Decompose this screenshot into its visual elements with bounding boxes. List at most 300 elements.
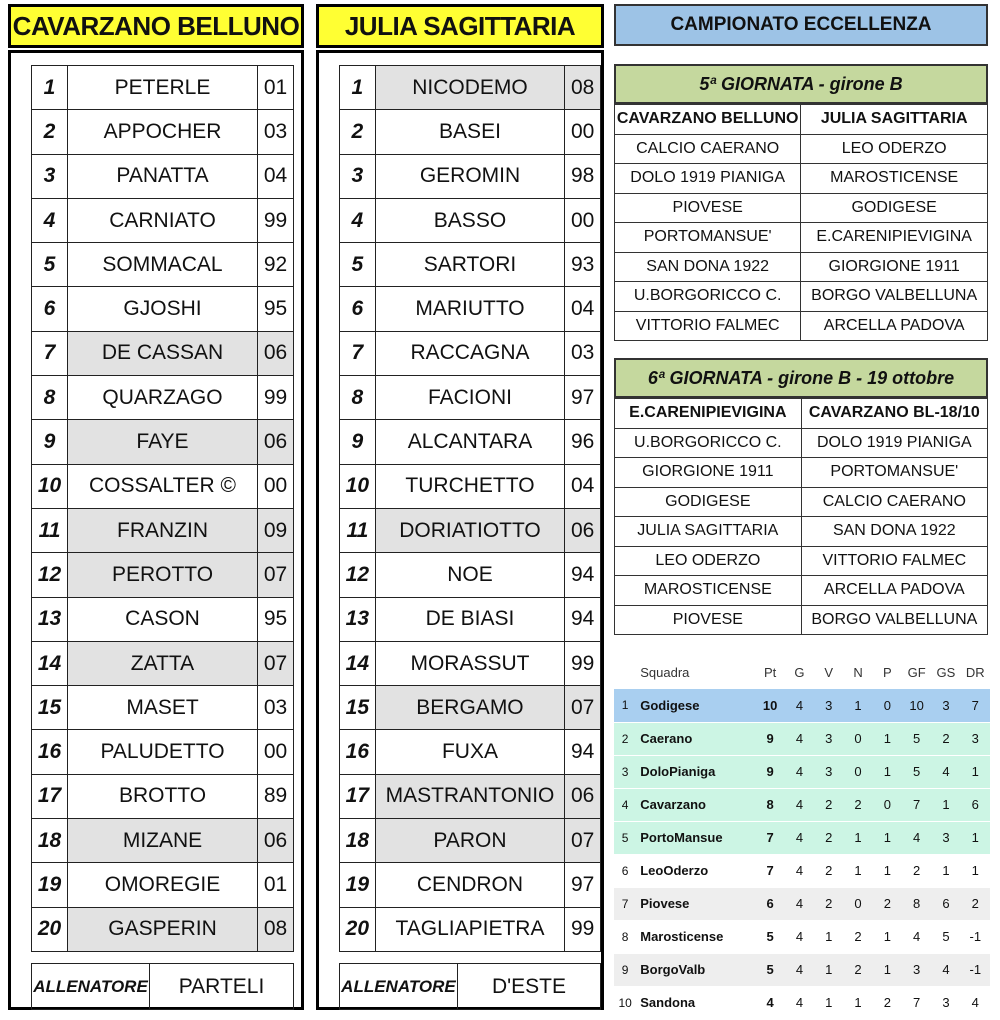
standings-p: 1 — [873, 953, 902, 986]
player-birth-year: 07 — [565, 819, 601, 863]
player-number: 4 — [32, 198, 68, 242]
fixture-home: DOLO 1919 PIANIGA — [615, 164, 801, 194]
player-birth-year: 04 — [565, 287, 601, 331]
player-birth-year: 00 — [565, 198, 601, 242]
player-number: 19 — [340, 863, 376, 907]
standings-header-cell: GF — [907, 665, 926, 680]
player-number: 9 — [340, 420, 376, 464]
fixture-away: JULIA SAGITTARIA — [801, 105, 988, 135]
right-team-coach — [339, 963, 601, 1010]
fixture-home: LEO ODERZO — [615, 546, 802, 576]
fixture-away: VITTORIO FALMEC — [801, 546, 987, 576]
fixture-home: SAN DONA 1922 — [615, 252, 801, 282]
fixture-away: E.CARENIPIEVIGINA — [801, 223, 988, 253]
player-name: OMOREGIE — [68, 863, 258, 907]
standings-n: 1 — [843, 854, 872, 887]
player-name: FUXA — [375, 730, 565, 774]
player-birth-year: 99 — [258, 376, 294, 420]
player-row — [32, 597, 294, 641]
fixture-row — [615, 546, 988, 576]
player-name: MARIUTTO — [375, 287, 565, 331]
standings-position: 1 — [614, 689, 636, 722]
player-row — [32, 198, 294, 242]
fixture-away: GIORGIONE 1911 — [801, 252, 988, 282]
standings-position: 10 — [614, 986, 636, 1019]
coach-name: PARTELI — [150, 964, 294, 1010]
player-name: BROTTO — [68, 774, 258, 818]
player-row — [340, 774, 601, 818]
fixture-row — [615, 517, 988, 547]
player-row — [32, 376, 294, 420]
player-row — [340, 420, 601, 464]
fixture-home: CAVARZANO BELLUNO — [615, 105, 801, 135]
standings-dr: 6 — [961, 788, 990, 821]
player-birth-year: 06 — [258, 819, 294, 863]
fixture-row — [615, 193, 988, 223]
player-number: 13 — [340, 597, 376, 641]
player-name: MASET — [68, 686, 258, 730]
standings-position: 8 — [614, 920, 636, 953]
round5-fixtures — [614, 104, 988, 341]
right-team-roster — [339, 65, 601, 952]
player-number: 14 — [340, 641, 376, 685]
standings-p: 1 — [873, 821, 902, 854]
player-number: 20 — [340, 907, 376, 951]
standings-v: 3 — [814, 755, 843, 788]
standings-gs: 4 — [931, 953, 960, 986]
standings-p: 2 — [873, 887, 902, 920]
fixture-away: LEO ODERZO — [801, 134, 988, 164]
standings-team: Marosticense — [636, 920, 755, 953]
left-team-title: CAVARZANO BELLUNO — [8, 4, 304, 48]
player-number: 9 — [32, 420, 68, 464]
player-number: 5 — [340, 243, 376, 287]
standings-team: Piovese — [636, 887, 755, 920]
player-name: BASSO — [375, 198, 565, 242]
standings-dr: 1 — [961, 821, 990, 854]
standings-row — [614, 722, 990, 755]
fixture-home: PIOVESE — [615, 605, 802, 635]
player-birth-year: 06 — [258, 420, 294, 464]
player-birth-year: 99 — [258, 198, 294, 242]
player-birth-year: 01 — [258, 66, 294, 110]
standings-gs: 6 — [931, 887, 960, 920]
player-birth-year: 08 — [565, 66, 601, 110]
standings-n: 0 — [843, 887, 872, 920]
standings-header-cell: G — [794, 665, 805, 680]
standings-dr: 1 — [961, 854, 990, 887]
player-row — [340, 863, 601, 907]
standings-position: 5 — [614, 821, 636, 854]
fixture-row — [615, 487, 988, 517]
player-number: 2 — [32, 110, 68, 154]
standings-row — [614, 788, 990, 821]
standings-position: 7 — [614, 887, 636, 920]
player-number: 17 — [340, 774, 376, 818]
standings-pt: 5 — [756, 953, 785, 986]
fixture-home: JULIA SAGITTARIA — [615, 517, 802, 547]
fixture-row — [615, 252, 988, 282]
player-number: 1 — [32, 66, 68, 110]
fixture-home: CALCIO CAERANO — [615, 134, 801, 164]
fixture-home: PORTOMANSUE' — [615, 223, 801, 253]
fixture-row — [615, 399, 988, 429]
standings-gs: 2 — [931, 722, 960, 755]
standings-row — [614, 887, 990, 920]
player-number: 19 — [32, 863, 68, 907]
player-number: 8 — [340, 376, 376, 420]
player-birth-year: 03 — [258, 110, 294, 154]
standings-pt: 9 — [756, 755, 785, 788]
fixture-row — [615, 223, 988, 253]
standings-pt: 7 — [756, 821, 785, 854]
left-team-coach — [31, 963, 294, 1010]
standings-dr: 1 — [961, 755, 990, 788]
player-number: 15 — [340, 686, 376, 730]
player-birth-year: 99 — [565, 907, 601, 951]
player-name: NOE — [375, 553, 565, 597]
right-team-panel — [316, 50, 604, 1010]
fixture-row — [615, 311, 988, 341]
standings-pt: 4 — [756, 986, 785, 1019]
player-name: FRANZIN — [68, 508, 258, 552]
standings-row — [614, 920, 990, 953]
player-number: 5 — [32, 243, 68, 287]
standings-n: 1 — [843, 821, 872, 854]
standings-v: 1 — [814, 953, 843, 986]
fixture-home: GIORGIONE 1911 — [615, 458, 802, 488]
player-name: GEROMIN — [375, 154, 565, 198]
player-row — [32, 66, 294, 110]
standings-pt: 7 — [756, 854, 785, 887]
player-name: ALCANTARA — [375, 420, 565, 464]
standings-gf: 4 — [902, 920, 931, 953]
player-birth-year: 07 — [258, 553, 294, 597]
player-number: 4 — [340, 198, 376, 242]
player-birth-year: 97 — [565, 376, 601, 420]
fixture-row — [615, 605, 988, 635]
fixture-away: CAVARZANO BL-18/10 — [801, 399, 987, 429]
fixture-row — [615, 458, 988, 488]
round6-title: 6ª GIORNATA - girone B - 19 ottobre — [614, 358, 988, 398]
player-name: MASTRANTONIO — [375, 774, 565, 818]
player-row — [32, 553, 294, 597]
fixture-home: GODIGESE — [615, 487, 802, 517]
player-name: NICODEMO — [375, 66, 565, 110]
standings-v: 1 — [814, 986, 843, 1019]
standings-dr: 3 — [961, 722, 990, 755]
player-name: DE BIASI — [375, 597, 565, 641]
player-birth-year: 98 — [565, 154, 601, 198]
fixture-row — [615, 282, 988, 312]
player-number: 14 — [32, 641, 68, 685]
player-birth-year: 06 — [565, 774, 601, 818]
player-birth-year: 94 — [565, 597, 601, 641]
standings-g: 4 — [785, 722, 814, 755]
standings-team: Sandona — [636, 986, 755, 1019]
player-birth-year: 01 — [258, 863, 294, 907]
player-birth-year: 89 — [258, 774, 294, 818]
player-row — [340, 907, 601, 951]
standings-header-cell: Squadra — [640, 665, 690, 680]
player-row — [32, 243, 294, 287]
player-row — [32, 331, 294, 375]
player-number: 8 — [32, 376, 68, 420]
standings-n: 1 — [843, 689, 872, 722]
player-birth-year: 07 — [565, 686, 601, 730]
fixture-away: DOLO 1919 PIANIGA — [801, 428, 987, 458]
player-name: PARON — [375, 819, 565, 863]
player-name: SOMMACAL — [68, 243, 258, 287]
standings-g: 4 — [785, 689, 814, 722]
player-row — [32, 154, 294, 198]
player-birth-year: 92 — [258, 243, 294, 287]
round5-title: 5ª GIORNATA - girone B — [614, 64, 988, 104]
standings-pt: 10 — [756, 689, 785, 722]
standings-gs: 4 — [931, 755, 960, 788]
player-birth-year: 94 — [565, 730, 601, 774]
standings-dr: 7 — [961, 689, 990, 722]
standings-gf: 5 — [902, 755, 931, 788]
player-number: 10 — [340, 464, 376, 508]
standings-gf: 10 — [902, 689, 931, 722]
championship-title: CAMPIONATO ECCELLENZA — [614, 4, 988, 46]
fixture-home: U.BORGORICCO C. — [615, 282, 801, 312]
standings-g: 4 — [785, 953, 814, 986]
fixture-away: SAN DONA 1922 — [801, 517, 987, 547]
player-birth-year: 00 — [565, 110, 601, 154]
player-number: 7 — [32, 331, 68, 375]
standings-gs: 3 — [931, 986, 960, 1019]
standings-v: 1 — [814, 920, 843, 953]
player-number: 6 — [340, 287, 376, 331]
standings-gs: 3 — [931, 689, 960, 722]
player-row — [32, 730, 294, 774]
standings-v: 3 — [814, 689, 843, 722]
player-number: 7 — [340, 331, 376, 375]
player-birth-year: 94 — [565, 553, 601, 597]
standings-gf: 2 — [902, 854, 931, 887]
player-row — [340, 331, 601, 375]
player-birth-year: 97 — [565, 863, 601, 907]
player-row — [32, 508, 294, 552]
fixture-away: BORGO VALBELLUNA — [801, 605, 987, 635]
standings-dr: -1 — [961, 953, 990, 986]
player-number: 20 — [32, 907, 68, 951]
standings-dr: -1 — [961, 920, 990, 953]
standings-pt: 9 — [756, 722, 785, 755]
standings-position: 6 — [614, 854, 636, 887]
standings-position: 4 — [614, 788, 636, 821]
fixture-row — [615, 164, 988, 194]
standings-gf: 3 — [902, 953, 931, 986]
player-row — [32, 287, 294, 331]
standings-gf: 7 — [902, 788, 931, 821]
player-number: 10 — [32, 464, 68, 508]
standings-gs: 1 — [931, 854, 960, 887]
fixture-home: MAROSTICENSE — [615, 576, 802, 606]
standings-team: Godigese — [636, 689, 755, 722]
player-name: TAGLIAPIETRA — [375, 907, 565, 951]
player-name: COSSALTER © — [68, 464, 258, 508]
player-number: 16 — [32, 730, 68, 774]
player-row — [340, 110, 601, 154]
standings-team: LeoOderzo — [636, 854, 755, 887]
fixture-away: BORGO VALBELLUNA — [801, 282, 988, 312]
standings-gf: 5 — [902, 722, 931, 755]
fixture-away: ARCELLA PADOVA — [801, 311, 988, 341]
player-name: DORIATIOTTO — [375, 508, 565, 552]
left-team-panel — [8, 50, 304, 1010]
fixture-home: PIOVESE — [615, 193, 801, 223]
player-row — [340, 243, 601, 287]
player-number: 16 — [340, 730, 376, 774]
standings-gs: 3 — [931, 821, 960, 854]
player-name: BASEI — [375, 110, 565, 154]
player-name: CENDRON — [375, 863, 565, 907]
player-birth-year: 04 — [258, 154, 294, 198]
player-number: 17 — [32, 774, 68, 818]
player-number: 12 — [340, 553, 376, 597]
standings-header-cell: GS — [936, 665, 956, 680]
player-number: 12 — [32, 553, 68, 597]
fixture-away: MAROSTICENSE — [801, 164, 988, 194]
standings-row — [614, 821, 990, 854]
standings-g: 4 — [785, 854, 814, 887]
standings-team: BorgoValb — [636, 953, 755, 986]
player-row — [340, 819, 601, 863]
player-name: TURCHETTO — [375, 464, 565, 508]
standings-v: 2 — [814, 854, 843, 887]
standings-n: 1 — [843, 986, 872, 1019]
player-birth-year: 06 — [258, 331, 294, 375]
player-birth-year: 95 — [258, 287, 294, 331]
player-row — [340, 154, 601, 198]
standings-gs: 1 — [931, 788, 960, 821]
standings-n: 2 — [843, 788, 872, 821]
standings-n: 2 — [843, 920, 872, 953]
player-row — [32, 686, 294, 730]
standings-header-cell: N — [853, 665, 863, 680]
fixture-row — [615, 105, 988, 135]
player-row — [340, 198, 601, 242]
player-row — [32, 819, 294, 863]
player-name: QUARZAGO — [68, 376, 258, 420]
player-number: 3 — [340, 154, 376, 198]
standings-n: 2 — [843, 953, 872, 986]
player-number: 15 — [32, 686, 68, 730]
standings-header-row — [614, 656, 990, 689]
player-row — [32, 774, 294, 818]
standings-row — [614, 854, 990, 887]
standings-position: 3 — [614, 755, 636, 788]
player-number: 18 — [340, 819, 376, 863]
fixture-away: CALCIO CAERANO — [801, 487, 987, 517]
player-birth-year: 03 — [565, 331, 601, 375]
player-row — [340, 597, 601, 641]
player-row — [340, 66, 601, 110]
player-birth-year: 08 — [258, 907, 294, 951]
player-row — [340, 376, 601, 420]
coach-label: ALLENATORE — [340, 964, 458, 1010]
player-name: SARTORI — [375, 243, 565, 287]
player-name: DE CASSAN — [68, 331, 258, 375]
round6-fixtures — [614, 398, 988, 635]
player-row — [32, 464, 294, 508]
player-name: PANATTA — [68, 154, 258, 198]
standings-header-cell: P — [883, 665, 892, 680]
player-name: RACCAGNA — [375, 331, 565, 375]
standings-p: 1 — [873, 755, 902, 788]
player-birth-year: 03 — [258, 686, 294, 730]
fixture-row — [615, 134, 988, 164]
player-number: 3 — [32, 154, 68, 198]
standings-table — [614, 656, 990, 1020]
player-name: GASPERIN — [68, 907, 258, 951]
standings-dr: 2 — [961, 887, 990, 920]
player-birth-year: 96 — [565, 420, 601, 464]
standings-header-cell: V — [824, 665, 834, 680]
player-name: PALUDETTO — [68, 730, 258, 774]
player-birth-year: 04 — [565, 464, 601, 508]
fixture-away: GODIGESE — [801, 193, 988, 223]
player-name: CARNIATO — [68, 198, 258, 242]
player-birth-year: 93 — [565, 243, 601, 287]
standings-pt: 5 — [756, 920, 785, 953]
left-team-roster — [31, 65, 294, 952]
standings-gf: 7 — [902, 986, 931, 1019]
player-row — [340, 553, 601, 597]
player-row — [340, 641, 601, 685]
standings-row — [614, 689, 990, 722]
player-row — [32, 641, 294, 685]
right-team-title: JULIA SAGITTARIA — [316, 4, 604, 48]
player-birth-year: 09 — [258, 508, 294, 552]
standings-g: 4 — [785, 755, 814, 788]
player-birth-year: 99 — [565, 641, 601, 685]
standings-v: 3 — [814, 722, 843, 755]
fixture-row — [615, 428, 988, 458]
standings-pt: 8 — [756, 788, 785, 821]
standings-position: 2 — [614, 722, 636, 755]
standings-v: 2 — [814, 788, 843, 821]
fixture-away: PORTOMANSUE' — [801, 458, 987, 488]
player-name: GJOSHI — [68, 287, 258, 331]
round6-block — [614, 358, 988, 635]
standings-header-cell: DR — [965, 665, 985, 680]
standings-position: 9 — [614, 953, 636, 986]
fixture-home: E.CARENIPIEVIGINA — [615, 399, 802, 429]
player-name: FAYE — [68, 420, 258, 464]
standings-pt: 6 — [756, 887, 785, 920]
standings-g: 4 — [785, 986, 814, 1019]
standings-header-cell: Pt — [764, 665, 777, 680]
player-row — [340, 287, 601, 331]
player-birth-year: 06 — [565, 508, 601, 552]
fixture-row — [615, 576, 988, 606]
standings-row — [614, 755, 990, 788]
player-row — [32, 863, 294, 907]
coach-label: ALLENATORE — [32, 964, 150, 1010]
player-row — [340, 730, 601, 774]
player-row — [32, 110, 294, 154]
header-pos — [614, 656, 636, 689]
fixture-home: VITTORIO FALMEC — [615, 311, 801, 341]
player-name: PETERLE — [68, 66, 258, 110]
player-birth-year: 00 — [258, 730, 294, 774]
player-name: APPOCHER — [68, 110, 258, 154]
standings-gf: 8 — [902, 887, 931, 920]
